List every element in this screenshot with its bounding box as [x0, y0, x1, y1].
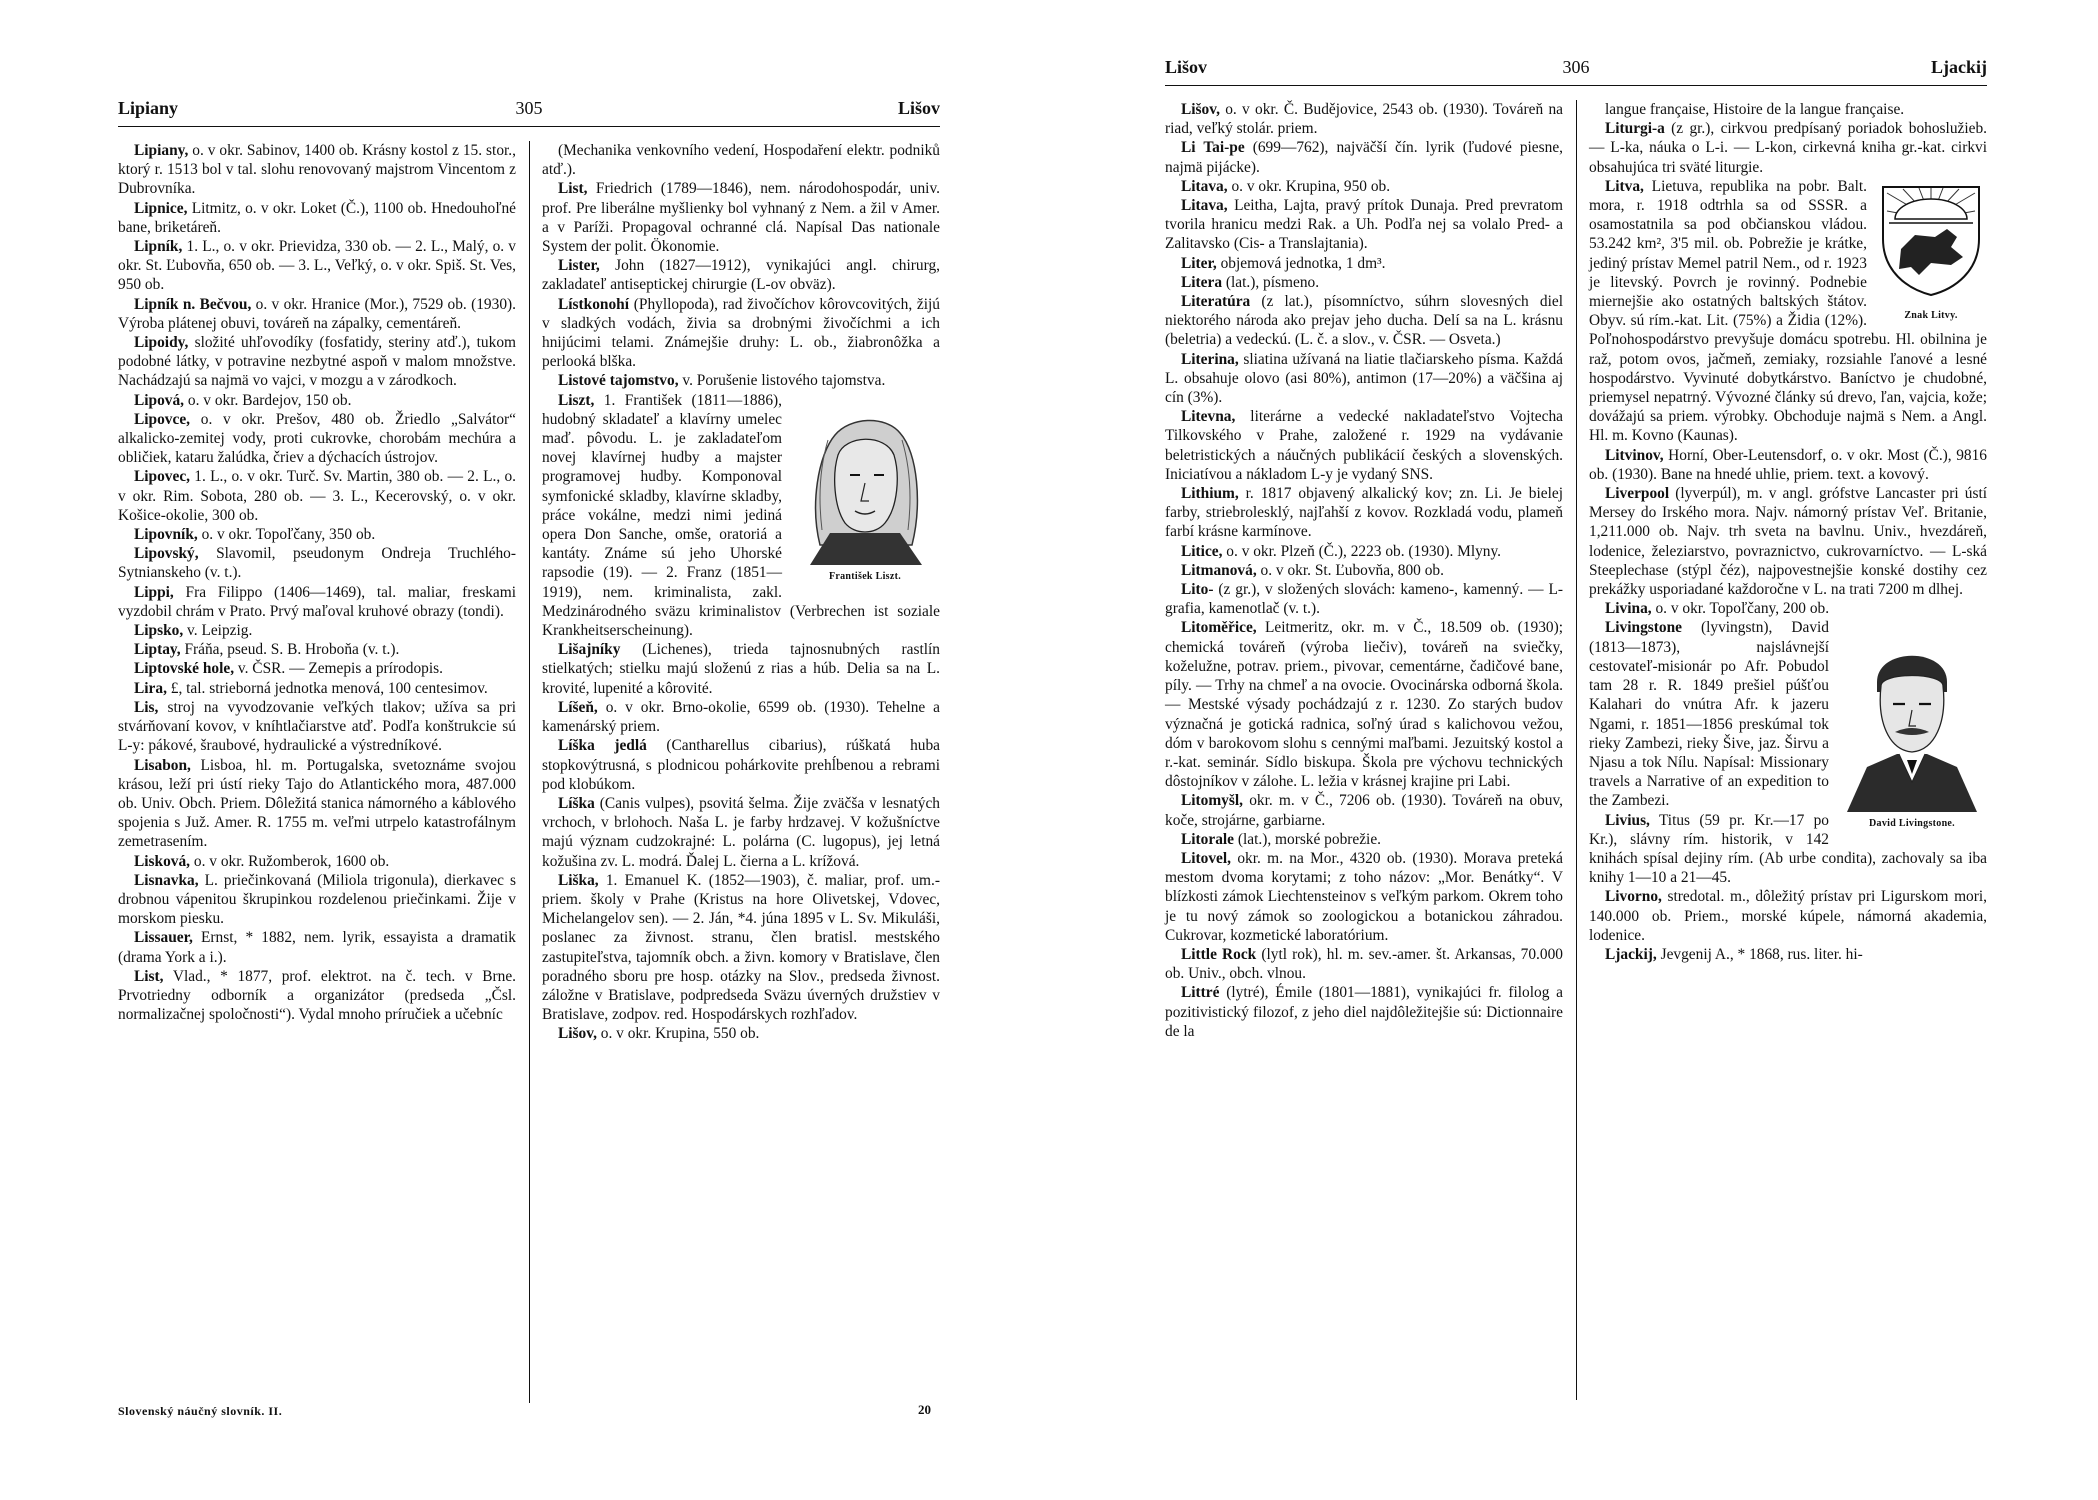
dictionary-entry [1589, 599, 1987, 618]
entry-headword: Littré [1181, 984, 1220, 1002]
entry-headword: Lipová, [134, 391, 185, 409]
running-head-left: Lipiany [118, 98, 179, 118]
footer-signature-number: 20 [918, 1402, 931, 1417]
entry-text: objemová jednotka, 1 dm³. [1216, 254, 1386, 272]
column-rule [529, 141, 530, 1403]
entry-headword: Liturgi-a [1605, 120, 1665, 138]
dictionary-entry [118, 544, 516, 582]
entry-text: (z gr.), cirkvou predpísaný poriadok bohoslužieb. — L-ka, náuka o L-i. — L-kon, cirkevná kniha gr.-kat. cirkvi obsahujúca tri sväté liturgie. [1589, 120, 1987, 176]
dictionary-entry [1589, 119, 1987, 177]
dictionary-entry [542, 179, 940, 256]
entry-text: (lyvingstn), David (1813—1873), najslávnejší cestovateľ-misionár po Afr. Pobudol tam 28 r. R. 1849 prešiel púšťou Kalahari do vnútra Afr. k jazeru Ngami, r. 1851—1856 preskúmal tok rieky Zambezi, rieky Šive, jaz. Širvu a Njasu a tok Nílu. Napísal: Missionary travels a Narrative of an expedition to the Zambezi. [1589, 619, 1829, 810]
dictionary-entry [1165, 830, 1563, 849]
dictionary-entry [118, 391, 516, 410]
entry-headword: Litoměřice, [1181, 619, 1257, 637]
page-number: 305 [515, 98, 543, 118]
entry-headword: Litava, [1181, 197, 1228, 215]
left-page [118, 98, 940, 1043]
entry-text: sliatina užívaná na liatie tlačiarskeho písma. Každá L. obsahuje olovo (asi 80%), antimon (17—20%) a väčšina aj cín (3%). [1165, 350, 1563, 407]
dictionary-entry [1165, 100, 1563, 138]
entry-text: Leitmeritz, okr. m. v Č., 18.509 ob. (1930); chemická továreň (výroba liečiv), továreň na sviečky, koželužne, potrav. priem., pivovar, cementárne, čadičové bane, píly. — Trhy na chmeľ a na ovocie. Ovocinárska odborná škola. — Mestské výsady pochádzajú z r. 1230. Zo starých budov význačná je gotická radnica, soľný úrad s kalichovou vežou, dóm v barokovom slohu s cennými maľbami. Jezuitský kostol a r.-kat. seminár. Sídlo biskupa. Škola pre výchovu technických dôstojníkov v zálohe. L. ležia v krásnej krajine pri Labi. [1165, 619, 1563, 791]
dictionary-entry [542, 736, 940, 794]
entry-text: L. priečinkovaná (Miliola trigonula), dierkavec s drobnou vápenitou škrupinkou rozdelenou priečinkami. Žije v morskom piesku. [118, 871, 516, 928]
entry-headword: Lisabon, [134, 756, 191, 774]
entry-text: o. v okr. Topoľčany, 350 ob. [197, 526, 376, 544]
dictionary-entry [1589, 446, 1987, 484]
entry-headword: Litmanová, [1181, 561, 1257, 579]
entry-text: o. v okr. Č. Budějovice, 2543 ob. (1930). Továreň na riad, veľký stolár. priem. [1165, 101, 1563, 138]
entry-text: v. ČSR. — Zemepis a prírodopis. [234, 660, 443, 678]
entry-headword: Lipiany, [134, 142, 189, 159]
entry-text: Horní, Ober-Leutensdorf, o. v okr. Most (Č.), 9816 ob. (1930). Bane na hnedé uhlie, priem. text. a kovový. [1589, 446, 1987, 483]
dictionary-entry [542, 295, 940, 372]
entry-headword: Livingstone [1605, 619, 1682, 637]
entry-headword: Lipoidy, [134, 334, 189, 352]
dictionary-entry [1165, 273, 1563, 292]
entry-headword: Litorale [1181, 830, 1234, 848]
entry-text: (lat.), písmeno. [1222, 273, 1320, 291]
entry-text: (lytré), Émile (1801—1881), vynikajúci fr. filolog a pozitivistický filozof, z jeho diel najdôležitejšie sú: Dictionnaire de la [1165, 984, 1563, 1040]
entry-text: literárne a vedecké nakladateľstvo Vojtecha Tilkovského v Prahe, založené r. 1929 na vydávanie beletristických a náučných publikácií českých a slovenských. Iniciatívou a nákladom L-y je vydaný SNS. [1165, 408, 1563, 483]
coat-of-arms [1875, 179, 1987, 325]
entry-text: o. v okr. Plzeň (Č.), 2223 ob. (1930). Mlyny. [1222, 542, 1502, 560]
entry-text: o. v okr. Ružomberok, 1600 ob. [190, 852, 390, 870]
entry-headword: Lipovský, [134, 545, 199, 563]
entry-text: (699—762), najväčší čín. lyrik (ľudové piesne, najmä pijácke). [1165, 139, 1564, 176]
entry-headword: Litava, [1181, 177, 1228, 195]
entry-text: (z gr.), v složených slovách: kameno-, kamenný. — L-grafia, kamenotlač (v. t.). [1165, 581, 1563, 618]
entry-text: Friedrich (1789—1846), nem. národohospodár, univ. prof. Pre liberálne myšlienky bol vyhnaný z Nem. a žil v Amer. a v Paríži. Propagoval ochranné clá. Napísal Das nationale System der polit. Ökonomie. [542, 180, 940, 256]
entry-headword: Litice, [1181, 542, 1223, 560]
entry-text: Lietuva, republika na pobr. Balt. mora, r. 1918 odtrhla sa od SSSR. a osamostatnila sa pod občianskou vládou. 53.242 km², 3'5 mil. ob. Pobrežie je krátke, jediný prístav Memel patril Nem., od r. 1923 je litevský. Povrch je rovinný. Podnebie miernejšie ako ostatných baltských štátov. Obyv. sú rím.-kat. Lit. (75%) a Židia (12%). Poľnohospodárstvo prevyšuje domácu spotrebu. Hl. obilnina je raž, potom ovos, jačmeň, zemiaky, rozsiahle ľanové a lesné hospodárstvo. Vyvinuté dobytkárstvo. Baníctvo je chudobné, priemysel nepatrný. Vývozné články sú drevo, ľan, vajcia, kože; dovážajú sa priem. výrobky. Obchoduje najmä s Nem. a Angl. Hl. m. Kovno (Kaunas). [1589, 177, 1987, 445]
entry-headword: Liszt, [558, 391, 595, 409]
dictionary-entry [1165, 292, 1563, 350]
entry-text: stroj na vyvodzovanie veľkých tlakov; užíva sa pri stvárňovaní kovov, v kníhtlačiarstve atď. Podľa konštrukcie sú L-y: pákové, šraubové, hydraulické a výstredníkové. [118, 698, 516, 755]
entry-headword: Lipník n. Bečvou, [134, 295, 252, 313]
entry-text: Ernst, * 1882, nem. lyrik, essayista a dramatik (drama York a i.). [118, 929, 516, 966]
entry-text: (Lichenes), trieda tajnosnubných rastlín stielkatých; stielku majú složenú z rias a húb. Delia sa na L. krovité, lupenité a kôrovité. [542, 641, 940, 697]
entry-text: Leitha, Lajta, pravý prítok Dunaja. Pred prevratom tvorila hranicu medzi Rak. a Uh. Podľa nej sa volalo Pred- a Zalitavsko (Cis- a Translajtania). [1165, 197, 1563, 253]
column-left [118, 141, 516, 1024]
dictionary-entry [118, 295, 516, 333]
entry-headword: List, [558, 180, 588, 198]
entry-text: £, tal. strieborná jednotka menová, 100 centesimov. [166, 679, 488, 697]
entry-text: Fráňa, pseud. S. B. Hroboňa (v. t.). [180, 641, 400, 659]
entry-headword: Lipovník, [134, 526, 198, 544]
entry-text: 1. L., o. v okr. Prievidza, 330 ob. — 2. L., Malý, o. v okr. St. Ľubovňa, 650 ob. — 3. L., Veľký, o. v okr. Spiš. St. Ves, 950 ob. [118, 238, 516, 294]
entry-headword: Lisková, [134, 852, 191, 870]
dictionary-entry [542, 871, 940, 1025]
entry-text: o. v okr. Hranice (Mor.), 7529 ob. (1930). Výroba plátenej obuvi, továreň na zápalky, cementáreň. [118, 295, 516, 332]
page-number: 306 [1562, 57, 1590, 77]
livingstone-portrait [1837, 622, 1987, 833]
entry-headword: Líšeň, [558, 698, 598, 716]
portrait-caption: David Livingstone. [1869, 818, 1955, 830]
entry-text: (Phyllopoda), rad živočíchov kôrovcovitých, žijú v sladkých vodách, živia sa drobnými živočíchmi a ich hnijúcimi telami. Známejšie druhy: L. ob., žiabronôžka a perlooká blška. [542, 295, 940, 371]
entry-text: (lat.), morské pobrežie. [1234, 830, 1382, 848]
entry-headword: Lito- [1181, 581, 1214, 599]
dictionary-entry [118, 928, 516, 966]
entry-headword: Lišajníky [558, 641, 621, 659]
entry-headword: Lipovce, [134, 410, 191, 428]
entry-headword: Litva, [1605, 177, 1644, 195]
entry-text: (lytl rok), hl. m. sev.-amer. št. Arkansas, 70.000 ob. Univ., obch. vlnou. [1165, 945, 1563, 983]
entry-headword: Liter, [1181, 254, 1217, 272]
dictionary-entry [118, 640, 516, 659]
entry-text: okr. m. na Mor., 4320 ob. (1930). Morava preteká mestom dvoma korytami; z toho názov: „Mor. Benátky“. V blízkosti zámok Liechtensteinov s veľkým parkom. Okrem toho je tu nový zámok so zoologickou a botanickou záhradou. Cukrovar, kozmetické laboratórium. [1165, 849, 1563, 944]
entry-text: Slavomil, pseudonym Ondreja Truchlého-Sytnianskeho (v. t.). [118, 545, 516, 582]
entry-headword: Livina, [1605, 600, 1652, 618]
entry-text: Lisboa, hl. m. Portugalska, svetoznáme svojou krásou, leží pri ústí rieky Tajo do Atlantického mora, 487.000 ob. Univ. Obch. Priem. Dôležitá stanica námorného a káblového spojenia s Juž. Amer. R. 1755 m. veľmi utrpelo katastrofálnym zemetrasením. [118, 756, 516, 851]
entry-text: Litmitz, o. v okr. Loket (Č.), 1100 ob. Hnedouhoľné bane, briketáreň. [118, 199, 516, 236]
entry-headword: Lipsko, [134, 622, 184, 640]
entry-text: o. v okr. Krupina, 950 ob. [1227, 177, 1391, 195]
entry-headword: Litomyšl, [1181, 792, 1243, 810]
dictionary-entry [118, 583, 516, 621]
entry-headword: Lišov, [558, 1025, 597, 1043]
dictionary-entry [1165, 791, 1563, 829]
entry-headword: Literatúra [1181, 293, 1251, 311]
dictionary-entry [542, 794, 940, 871]
entry-text: o. v okr. Brno-okolie, 6599 ob. (1930). Tehelne a kamenárský priem. [542, 698, 940, 736]
entry-headword: Liverpool [1605, 485, 1670, 503]
entry-text: langue française, Histoire de la langue française. [1605, 101, 1905, 118]
entry-text: (Mechanika venkovního vedení, Hospodaření elektr. podniků atď.). [542, 142, 940, 179]
dictionary-entry [1165, 580, 1563, 618]
entry-headword: Li Tai-pe [1181, 139, 1245, 157]
entry-headword: Lipnice, [134, 199, 188, 217]
dictionary-entry [118, 871, 516, 929]
entry-headword: Livius, [1605, 811, 1650, 829]
entry-text: okr. m. v Č., 7206 ob. (1930). Továreň na obuv, koče, strojárne, garbiarne. [1165, 792, 1563, 829]
portrait-caption: František Liszt. [828, 570, 902, 582]
entry-text: 1. Emanuel K. (1852—1903), č. maliar, prof. um.-priem. školy v Prahe (Kristus na hore Olivetskej, Vdovec, Michelangelov sen). — 2. Ján, *4. júna 1895 v L. Sv. Mikuláši, poslanec za živnost. stranu, člen bratisl. mestského zastupiteľstva, tajomník obch. a živn. komory v Bratislave, člen poradného sboru pre hosp. otázky na Slov., predseda živnost. záložne v Bratislave, podpredseda Sväzu úverných družstiev v Bratislave, zodpov. red. Hospodárskych rozhľadov. [542, 871, 940, 1024]
dictionary-entry [118, 141, 516, 199]
dictionary-entry [542, 1024, 940, 1043]
dictionary-entry [118, 199, 516, 237]
entry-headword: Lira, [134, 679, 167, 697]
entry-text: o. v okr. St. Ľubovňa, 800 ob. [1256, 561, 1444, 579]
entry-headword: Líška [558, 794, 595, 812]
dictionary-entry [1165, 945, 1563, 983]
column-rule [1576, 100, 1577, 1400]
entry-text: v. Porušenie listového tajomstva. [678, 372, 886, 390]
dictionary-entry [118, 621, 516, 640]
dictionary-entry [1165, 350, 1563, 408]
entry-headword: Little Rock [1181, 945, 1257, 963]
liszt-portrait [790, 395, 940, 586]
entry-headword: Liptovské hole, [134, 660, 235, 678]
dictionary-entry [1165, 983, 1563, 1041]
dictionary-entry [118, 756, 516, 852]
dictionary-entry [1165, 542, 1563, 561]
entry-headword: Lister, [558, 257, 600, 275]
running-head-left: Lišov [1165, 57, 1208, 77]
entry-headword: Litovel, [1181, 849, 1232, 867]
entry-text: složité uhľovodíky (fosfatidy, steriny atď.), tukom podobné látky, v potravine nezbytné aspoň v malom množstve. Nachádzajú sa najmä vo vajci, v mozgu a v zárodkoch. [118, 334, 516, 390]
entry-headword: Lisnavka, [134, 871, 199, 889]
entry-headword: Ljackij, [1605, 945, 1657, 963]
entry-headword: Literina, [1181, 350, 1239, 368]
entry-headword: Litera [1181, 273, 1223, 291]
dictionary-entry [118, 852, 516, 871]
page-header [118, 98, 940, 127]
dictionary-entry [1165, 407, 1563, 484]
entry-text: 1. L., o. v okr. Turč. Sv. Martin, 380 ob. — 2. L., o. v okr. Rim. Sobota, 280 ob. — 3. L., Kecerovský, o. v okr. Košice-okolie, 300 ob. [118, 468, 516, 524]
running-head-right: Lišov [897, 98, 940, 118]
dictionary-entry [1165, 484, 1563, 542]
entry-text: (z lat.), písomníctvo, súhrn slovesných diel niektorého národa ako prejav jeho ducha. Delí sa na L. krásnu (beletria) a vedeckú. (L. č. a slov., v. ČSR. — Osveta.) [1165, 293, 1563, 349]
entry-headword: Livorno, [1605, 888, 1662, 906]
entry-headword: Litevna, [1181, 408, 1236, 426]
dictionary-entry [1165, 254, 1563, 273]
column-right [542, 141, 940, 1044]
dictionary-entry [542, 640, 940, 698]
right-page [1165, 57, 1987, 1040]
entry-headword: Lithium, [1181, 485, 1239, 503]
dictionary-entry [1589, 100, 1987, 119]
dictionary-entry [118, 659, 516, 678]
column-right [1589, 100, 1987, 964]
dictionary-entry [118, 237, 516, 295]
dictionary-entry [1165, 138, 1563, 176]
column-left [1165, 100, 1563, 1041]
entry-text: (Canis vulpes), psovitá šelma. Žije zväčša v lesnatých vrchoch, v brlohoch. Naša L. je farby hrdzavej. V kožušníctve majú význam cudzokrajné: L. polárna (C. lugopus), jej letná kožušina zv. L. modrá. Ďalej L. čierna a L. krížová. [542, 794, 940, 870]
entry-text: o. v okr. Bardejov, 150 ob. [184, 391, 352, 409]
entry-headword: Lístkonohí [558, 295, 630, 313]
entry-text: v. Leipzig. [183, 622, 253, 640]
dictionary-entry [118, 698, 516, 756]
running-head-right: Ljackij [1931, 57, 1987, 77]
entry-headword: Lipovec, [134, 468, 191, 486]
dictionary-entry [118, 410, 516, 468]
portrait-engraving-icon [1837, 622, 1987, 812]
dictionary-entry [1165, 177, 1563, 196]
entry-text: 1. František (1811—1886), hudobný skladateľ a klavírny umelec maď. pôvodu. L. je zakladateľom novej klavírnej hudby a majster programovej hudby. Komponoval symfonické skladby, klavírne skladby, práce vokálne, medzi nimi jediná opera Don Sanche, omše, oratoriá a kantáty. Známe sú jeho Uhorské rapsodie (19). — 2. Franz (1851—1919), nem. kriminalista, zakl. Medzinárodného sväzu kriminalistov (Verbrechen ist soziale Krankheitserscheinung). [542, 391, 940, 640]
dictionary-entry [118, 679, 516, 698]
dictionary-entry [118, 525, 516, 544]
entry-headword: Litvinov, [1605, 446, 1664, 464]
portrait-engraving-icon [790, 395, 940, 565]
coat-of-arms-icon [1875, 179, 1987, 299]
entry-headword: List, [134, 967, 164, 985]
dictionary-entry [542, 698, 940, 736]
dictionary-entry [118, 333, 516, 391]
dictionary-entry [1589, 945, 1987, 964]
dictionary-entry [542, 256, 940, 294]
dictionary-entry [1589, 484, 1987, 599]
entry-headword: Lis, [134, 698, 159, 716]
entry-text: Titus (59 pr. Kr.—17 po Kr.), slávny rím. historik, v 142 knihách spísal dejiny rím. (Ab urbe condita), zachovaly sa iba knihy 1—10 a 21—45. [1589, 811, 1987, 887]
entry-headword: Listové tajomstvo, [558, 372, 679, 390]
dictionary-entry [542, 141, 940, 179]
entry-text: stredotal. m., dôležitý prístav pri Ligurskom mori, 140.000 ob. Priem., morské kúpele, námorná akademia, lodenice. [1589, 888, 1987, 944]
entry-text: o. v okr. Krupina, 550 ob. [596, 1025, 760, 1043]
entry-headword: Lissauer, [134, 929, 193, 947]
dictionary-entry [1589, 887, 1987, 945]
entry-headword: Lišov, [1181, 101, 1220, 118]
dictionary-entry [118, 967, 516, 1025]
dictionary-entry [1165, 196, 1563, 254]
entry-headword: Liptay, [134, 641, 181, 659]
crest-caption: Znak Litvy. [1904, 310, 1958, 322]
entry-text: r. 1817 objavený alkalický kov; zn. Li. Je bielej farby, striebrolesklý, najľahší z kovov. Rozkladá vodu, plameň farbí krásne karmínove. [1165, 485, 1563, 541]
dictionary-entry [1165, 561, 1563, 580]
page-header [1165, 57, 1987, 86]
entry-text: (lyverpúl), m. v angl. grófstve Lancaster pri ústí Mersey do Irského mora. Najv. námorný prístav Veľ. Britanie, 1,211.000 ob. Najv. trh sveta na bavlnu. Univ., hvezdáreň, lodenice, železiarstvo, povraznictvo, cukrovarníctvo. — L-ská Steeplechase (stýpl čéz), najpovestnejšie konské dostihy cez prekážky usporiadané každoročne v L. na trati 7200 m dlhej. [1589, 485, 1987, 599]
entry-text: o. v okr. Sabinov, 1400 ob. Krásny kostol z 15. stor., ktorý r. 1513 bol v tal. slohu renovovaný majstrom Vincentom z Dubrovníka. [118, 142, 516, 198]
entry-text: Vlad., * 1877, prof. elektrot. na č. tech. v Brne. Prvotriedny odborník a organizátor (predseda „Čsl. normalizačnej spoločnosti“). Vydal mnoho príručiek a učebníc [118, 967, 516, 1024]
entry-headword: Líška jedlá [558, 737, 647, 755]
entry-text: John (1827—1912), vynikajúci angl. chirurg, zakladateľ antiseptickej chirurgie (L-ov obväz). [542, 257, 940, 294]
dictionary-entry [118, 467, 516, 525]
entry-text: Fra Filippo (1406—1469), tal. maliar, freskami vyzdobil chrám v Prato. Prvý maľoval kruhové obrazy (tondi). [118, 583, 516, 620]
dictionary-entry [1165, 849, 1563, 945]
entry-text: o. v okr. Topoľčany, 200 ob. [1651, 600, 1830, 618]
entry-text: o. v okr. Prešov, 480 ob. Žriedlo „Salvátor“ alkalicko-zemitej vody, proti cukrovke, chorobám mechúra a obličiek, kataru žalúdka, čriev a dýchacích ústrojov. [118, 410, 516, 467]
footer-signature-title: Slovenský náučný slovník. II. [118, 1404, 283, 1418]
entry-headword: Lipník, [134, 238, 183, 256]
entry-headword: Liška, [558, 871, 599, 889]
entry-headword: Lippi, [134, 583, 174, 601]
entry-text: Jevgenij A., * 1868, rus. liter. hi- [1656, 945, 1863, 963]
dictionary-entry [542, 371, 940, 390]
dictionary-entry [1165, 618, 1563, 791]
entry-text: (Cantharellus cibarius), rúškatá huba stopkovýtrusná, s plodnicou pohárkovite prehĺbenou a rebrami pod klobúkom. [542, 737, 940, 793]
